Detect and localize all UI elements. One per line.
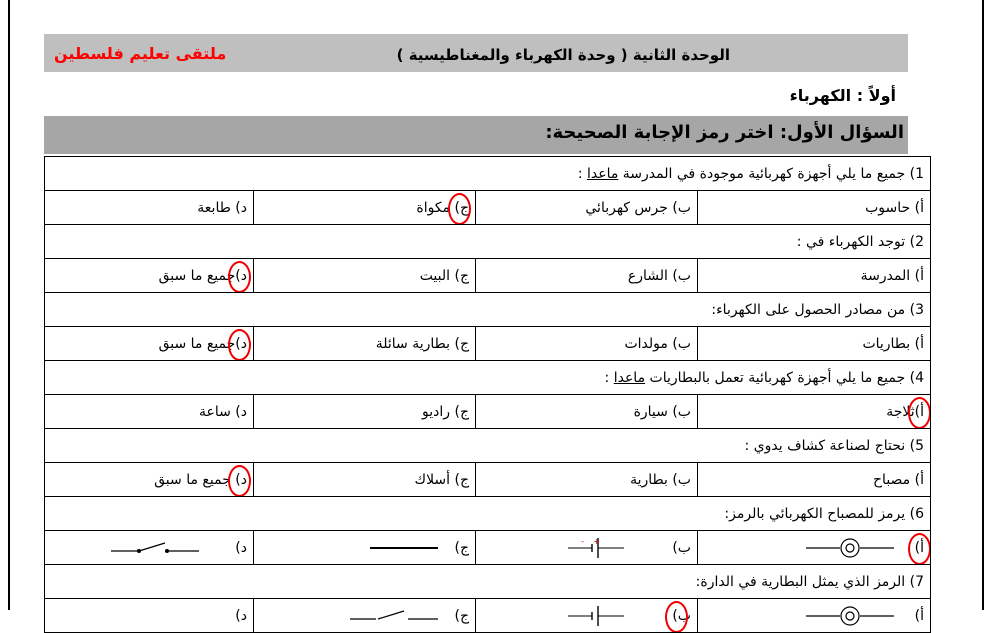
option-c[interactable]: ج) بطارية سائلة <box>254 327 476 361</box>
option-c[interactable]: ج) راديو <box>254 395 476 429</box>
question-text: 2) توجد الكهرباء في : <box>45 225 931 259</box>
question-text: 5) نحتاج لصناعة كشاف يدوي : <box>45 429 931 463</box>
answer-circle-mark: ج) <box>454 199 469 216</box>
section-title: أولاً : الكهرباء <box>789 86 896 105</box>
question-row <box>45 429 931 463</box>
option-b[interactable]: ب) - + <box>476 531 698 565</box>
question-row <box>45 293 931 327</box>
battery-symbol-icon <box>568 604 628 628</box>
options-row <box>45 191 931 225</box>
option-a[interactable]: أ) المدرسة <box>698 259 931 293</box>
page-border-left <box>8 0 10 610</box>
question-row <box>45 361 931 395</box>
answer-circle-mark: ب) <box>672 607 691 624</box>
answer-circle-mark: د) <box>235 267 247 284</box>
option-a[interactable]: أ) مصباح <box>698 463 931 497</box>
question-row <box>45 565 931 599</box>
option-b[interactable]: ب) الشارع <box>476 259 698 293</box>
question-text: 6) يرمز للمصباح الكهربائي بالرمز: <box>45 497 931 531</box>
option-d[interactable]: د) <box>45 531 254 565</box>
question-row <box>45 225 931 259</box>
option-a[interactable]: أ) حاسوب <box>698 191 931 225</box>
question-text: 7) الرمز الذي يمثل البطارية في الدارة: <box>45 565 931 599</box>
question-row <box>45 157 931 191</box>
page-border-right <box>982 0 984 610</box>
options-row <box>45 327 931 361</box>
switch-symbol-icon <box>350 607 440 625</box>
option-c[interactable]: ج) <box>254 599 476 633</box>
option-c[interactable]: ج) <box>254 531 476 565</box>
question-text: 1) جميع ما يلي أجهزة كهربائية موجودة في المدرسة ماعدا : <box>45 157 931 191</box>
lamp-symbol-icon <box>806 606 896 626</box>
unit-title: الوحدة الثانية ( وحدة الكهرباء والمغناطيسية ) <box>396 46 730 64</box>
option-d[interactable]: د) <box>45 599 254 633</box>
option-d[interactable]: د)جميع ما سبق <box>45 259 254 293</box>
option-c[interactable]: ج) أسلاك <box>254 463 476 497</box>
option-b[interactable]: ب) مولدات <box>476 327 698 361</box>
options-row <box>45 531 931 565</box>
wire-symbol-icon <box>370 543 440 553</box>
option-a[interactable]: أ)ثلاجة <box>698 395 931 429</box>
switch-symbol-icon <box>111 539 201 557</box>
question-text: 4) جميع ما يلي أجهزة كهربائية تعمل بالبطاريات ماعدا : <box>45 361 931 395</box>
question-row <box>45 497 931 531</box>
answer-circle-mark: د) <box>235 335 247 352</box>
svg-text:+: + <box>593 536 600 546</box>
question-heading: السؤال الأول: اختر رمز الإجابة الصحيحة: <box>545 122 904 143</box>
option-b[interactable]: ب) جرس كهربائي <box>476 191 698 225</box>
options-row <box>45 599 931 633</box>
option-c[interactable]: ج) البيت <box>254 259 476 293</box>
svg-text:-: - <box>581 536 584 546</box>
option-a[interactable]: أ) بطاريات <box>698 327 931 361</box>
option-d[interactable]: د)جميع ما سبق <box>45 327 254 361</box>
option-b[interactable] <box>476 599 698 633</box>
option-c[interactable]: ج) مكواة <box>254 191 476 225</box>
options-row <box>45 463 931 497</box>
answer-circle-mark: أ) <box>914 403 924 420</box>
option-b[interactable]: ب) بطارية <box>476 463 698 497</box>
options-row <box>45 395 931 429</box>
option-a[interactable]: أ) <box>698 599 931 633</box>
lamp-symbol-icon <box>806 538 896 558</box>
option-a[interactable] <box>698 531 931 565</box>
option-d[interactable]: د) ساعة <box>45 395 254 429</box>
mcq-table <box>44 156 931 633</box>
answer-circle-mark: أ) <box>914 539 924 556</box>
question-text: 3) من مصادر الحصول على الكهرباء: <box>45 293 931 327</box>
options-row <box>45 259 931 293</box>
forum-name: ملتقى تعليم فلسطين <box>54 44 227 63</box>
battery-symbol-icon <box>568 536 628 560</box>
option-d[interactable]: د) طابعة <box>45 191 254 225</box>
answer-circle-mark: د) <box>235 471 247 488</box>
option-b[interactable]: ب) سيارة <box>476 395 698 429</box>
option-d[interactable]: د) جميع ما سبق <box>45 463 254 497</box>
